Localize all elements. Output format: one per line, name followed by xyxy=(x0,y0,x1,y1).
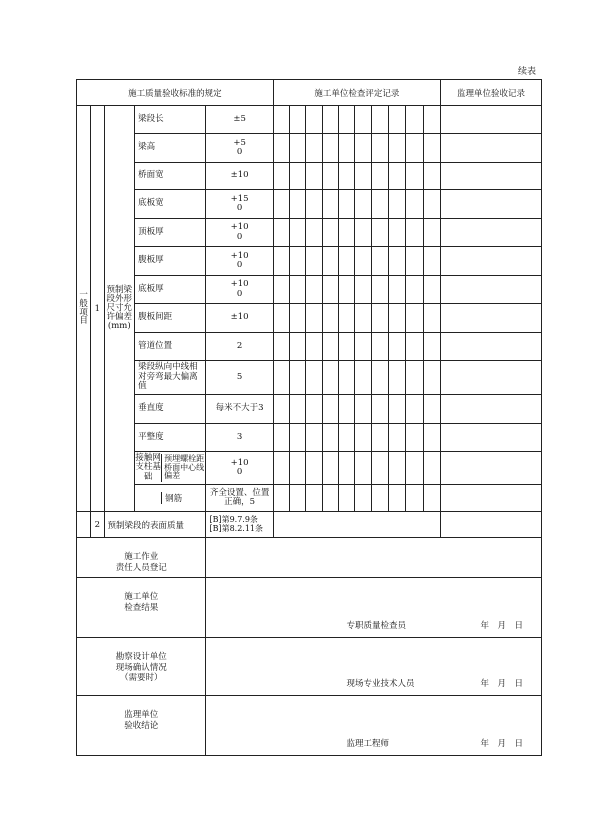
row-item-value: ±5 xyxy=(206,106,273,134)
check-cell[interactable] xyxy=(322,485,338,512)
footer-registration-label: 施工作业 责任人员登记 xyxy=(77,538,206,578)
check-cell[interactable] xyxy=(371,247,388,276)
footer-contractor-signer: 专职质量检查员 xyxy=(346,621,406,631)
supervision-cell[interactable] xyxy=(440,452,541,485)
continued-label: 续表 xyxy=(518,67,537,77)
footer-design-date: 年 月 日 xyxy=(480,679,523,689)
check-cell[interactable] xyxy=(406,106,423,134)
check-cell[interactable] xyxy=(273,106,289,134)
row-item-value: ±10 xyxy=(206,163,273,190)
check-cell[interactable] xyxy=(388,304,405,333)
check-cell[interactable] xyxy=(338,452,354,485)
table-row xyxy=(77,395,542,424)
check-cell[interactable] xyxy=(338,163,354,190)
check-cell[interactable] xyxy=(355,424,371,452)
footer-supervision-label: 监理单位 验收结论 xyxy=(77,696,206,756)
footer-registration-row xyxy=(77,538,542,578)
check-cell[interactable] xyxy=(406,190,423,219)
table-row xyxy=(77,512,542,538)
footer-design-signer: 现场专业技术人员 xyxy=(346,679,415,689)
row-item-name: 平整度 xyxy=(135,424,206,452)
check-cell[interactable] xyxy=(371,395,388,424)
joint-sub1-name: 预埋螺栓距桥面中心线偏差 xyxy=(164,454,205,481)
table-row xyxy=(77,190,542,219)
check-cell[interactable] xyxy=(290,395,306,424)
check-cell[interactable] xyxy=(338,333,354,361)
check-cell[interactable] xyxy=(388,163,405,190)
check-cell[interactable] xyxy=(388,276,405,304)
check-cell[interactable] xyxy=(290,424,306,452)
check-cell[interactable] xyxy=(338,424,354,452)
check-cell[interactable] xyxy=(306,424,322,452)
check-cell[interactable] xyxy=(306,485,322,512)
row-item-value: +10 0 xyxy=(206,247,273,276)
supervision-cell[interactable] xyxy=(440,485,541,512)
table-row xyxy=(77,219,542,247)
check-cell[interactable] xyxy=(355,247,371,276)
check-cell[interactable] xyxy=(338,361,354,395)
check-cell[interactable] xyxy=(322,247,338,276)
item2-number: 2 xyxy=(91,512,104,538)
check-cell[interactable] xyxy=(273,452,289,485)
check-cell[interactable] xyxy=(355,106,371,134)
header-row xyxy=(77,80,542,106)
general-items-label: 一般项目 xyxy=(77,106,91,512)
check-cell[interactable] xyxy=(338,106,354,134)
check-cell[interactable] xyxy=(406,424,423,452)
check-cell[interactable] xyxy=(306,304,322,333)
check-cell[interactable] xyxy=(322,452,338,485)
check-cell[interactable] xyxy=(371,361,388,395)
check-cell[interactable] xyxy=(355,163,371,190)
check-cell[interactable] xyxy=(322,106,338,134)
joint-sub2-value: 齐全设置、位置正确，5 xyxy=(206,485,273,512)
check-cell[interactable] xyxy=(290,333,306,361)
footer-design-area[interactable] xyxy=(206,638,542,696)
supervision-cell[interactable] xyxy=(440,333,541,361)
check-cell[interactable] xyxy=(371,276,388,304)
row-item-name: 垂直度 xyxy=(135,395,206,424)
check-cell[interactable] xyxy=(423,190,440,219)
check-cell[interactable] xyxy=(355,333,371,361)
joint-cell-2 xyxy=(135,485,206,512)
check-cell[interactable] xyxy=(423,134,440,163)
item2-name: 预制梁段的表面质量 xyxy=(104,512,206,538)
check-cell[interactable] xyxy=(355,219,371,247)
supervision-cell[interactable] xyxy=(440,163,541,190)
check-cell[interactable] xyxy=(388,106,405,134)
check-cell[interactable] xyxy=(406,247,423,276)
supervision-cell[interactable] xyxy=(440,276,541,304)
check-cell[interactable] xyxy=(306,219,322,247)
check-cell[interactable] xyxy=(306,452,322,485)
check-cell[interactable] xyxy=(355,485,371,512)
row-item-name: 梁段长 xyxy=(135,106,206,134)
check-cell[interactable] xyxy=(322,304,338,333)
check-cell[interactable] xyxy=(423,106,440,134)
check-cell[interactable] xyxy=(355,190,371,219)
check-cell[interactable] xyxy=(273,276,289,304)
check-cell[interactable] xyxy=(388,485,405,512)
table-row xyxy=(77,276,542,304)
joint-sub1-value: +10 0 xyxy=(206,452,273,485)
check-cell[interactable] xyxy=(355,452,371,485)
table-row xyxy=(77,361,542,395)
footer-contractor-label: 施工单位 检查结果 xyxy=(77,578,206,638)
check-cell[interactable] xyxy=(306,134,322,163)
check-cell[interactable] xyxy=(290,304,306,333)
supervision-cell[interactable] xyxy=(440,424,541,452)
row-item-value: +15 0 xyxy=(206,190,273,219)
check-cell[interactable] xyxy=(355,304,371,333)
row-item-name: 管道位置 xyxy=(135,333,206,361)
check-cell[interactable] xyxy=(306,247,322,276)
check-cell[interactable] xyxy=(290,361,306,395)
check-cell[interactable] xyxy=(388,452,405,485)
check-cell[interactable] xyxy=(388,395,405,424)
check-cell[interactable] xyxy=(338,395,354,424)
footer-contractor-date: 年 月 日 xyxy=(480,621,523,631)
table-row xyxy=(77,134,542,163)
supervision-cell[interactable] xyxy=(440,395,541,424)
check-cell[interactable] xyxy=(322,333,338,361)
supervision-cell[interactable] xyxy=(440,512,541,538)
check-cell[interactable] xyxy=(371,333,388,361)
check-cell[interactable] xyxy=(406,395,423,424)
check-cell[interactable] xyxy=(338,485,354,512)
row-item-value: +10 0 xyxy=(206,276,273,304)
check-cell[interactable] xyxy=(290,247,306,276)
check-cell[interactable] xyxy=(322,424,338,452)
footer-supervision-row xyxy=(77,696,542,756)
check-cell[interactable] xyxy=(306,395,322,424)
check-cell[interactable] xyxy=(338,190,354,219)
check-cell[interactable] xyxy=(273,163,289,190)
check-cell[interactable] xyxy=(273,333,289,361)
check-cell[interactable] xyxy=(371,219,388,247)
check-cell[interactable] xyxy=(322,190,338,219)
check-cell[interactable] xyxy=(388,333,405,361)
check-cell[interactable] xyxy=(371,163,388,190)
row-item-name: 腹板厚 xyxy=(135,247,206,276)
check-cell[interactable] xyxy=(371,485,388,512)
header-standard: 施工质量验收标准的规定 xyxy=(77,80,274,106)
row-item-name: 桥面宽 xyxy=(135,163,206,190)
check-cell[interactable] xyxy=(322,163,338,190)
check-cell[interactable] xyxy=(371,452,388,485)
footer-design-row xyxy=(77,638,542,696)
footer-design-label: 勘察设计单位 现场确认情况 （需要时） xyxy=(77,638,206,696)
table-row xyxy=(77,247,542,276)
check-cell[interactable] xyxy=(273,190,289,219)
check-cell[interactable] xyxy=(306,361,322,395)
check-cell[interactable] xyxy=(371,190,388,219)
check-cell[interactable] xyxy=(406,452,423,485)
check-cell[interactable] xyxy=(338,276,354,304)
check-cell[interactable] xyxy=(406,333,423,361)
check-cell[interactable] xyxy=(388,424,405,452)
check-cell[interactable] xyxy=(423,163,440,190)
check-cell[interactable] xyxy=(355,361,371,395)
check-cell[interactable] xyxy=(355,395,371,424)
supervision-cell[interactable] xyxy=(440,247,541,276)
table-row xyxy=(77,424,542,452)
check-cell[interactable] xyxy=(355,276,371,304)
check-cell[interactable] xyxy=(306,276,322,304)
check-cell[interactable] xyxy=(290,190,306,219)
footer-supervision-signer: 监理工程师 xyxy=(346,739,389,749)
inspection-form xyxy=(76,79,542,756)
supervision-cell[interactable] xyxy=(440,134,541,163)
check-cell[interactable] xyxy=(273,247,289,276)
check-cell[interactable] xyxy=(290,106,306,134)
check-cell[interactable] xyxy=(423,424,440,452)
row-item-value: 每米不大于3 xyxy=(206,395,273,424)
check-cell[interactable] xyxy=(406,361,423,395)
check-cell[interactable] xyxy=(423,247,440,276)
check-cell[interactable] xyxy=(406,276,423,304)
check-cell[interactable] xyxy=(273,134,289,163)
check-cell[interactable] xyxy=(306,106,322,134)
joint-sub2-name: 钢筋 xyxy=(165,494,183,504)
check-cell[interactable] xyxy=(388,190,405,219)
row-item-value: +5 0 xyxy=(206,134,273,163)
item2-requirement: [B]第9.7.9条 [B]第8.2.11条 xyxy=(206,512,273,538)
check-cell[interactable] xyxy=(322,219,338,247)
row-item-value: ±10 xyxy=(206,304,273,333)
check-cell[interactable] xyxy=(423,219,440,247)
check-cell[interactable] xyxy=(322,276,338,304)
check-cell[interactable] xyxy=(406,163,423,190)
row-item-name: 梁高 xyxy=(135,134,206,163)
check-cell[interactable] xyxy=(406,219,423,247)
table-row xyxy=(77,163,542,190)
check-cell[interactable] xyxy=(371,106,388,134)
check-cell[interactable] xyxy=(273,395,289,424)
check-cell[interactable] xyxy=(338,134,354,163)
check-cell[interactable] xyxy=(273,304,289,333)
supervision-cell[interactable] xyxy=(440,106,541,134)
item1-group-label: 预制梁段外形尺寸允许偏差(mm) xyxy=(104,106,135,512)
footer-contractor-area[interactable] xyxy=(206,578,542,638)
check-cell[interactable] xyxy=(290,485,306,512)
check-cell[interactable] xyxy=(322,134,338,163)
footer-registration-area[interactable] xyxy=(206,538,542,578)
check-cell[interactable] xyxy=(406,134,423,163)
joint-label: 接触网支柱基础 xyxy=(135,452,161,482)
check-cell[interactable] xyxy=(388,134,405,163)
check-cell[interactable] xyxy=(322,395,338,424)
check-cell[interactable] xyxy=(371,304,388,333)
supervision-cell[interactable] xyxy=(440,219,541,247)
check-cell[interactable] xyxy=(338,304,354,333)
check-cell[interactable] xyxy=(273,485,289,512)
joint-cell xyxy=(135,452,206,485)
item1-number: 1 xyxy=(91,106,104,512)
check-cell[interactable] xyxy=(423,452,440,485)
check-cell[interactable] xyxy=(338,247,354,276)
supervision-cell[interactable] xyxy=(440,190,541,219)
check-cell[interactable] xyxy=(423,361,440,395)
supervision-cell[interactable] xyxy=(440,304,541,333)
check-cell[interactable] xyxy=(273,219,289,247)
row-item-name: 顶板厚 xyxy=(135,219,206,247)
check-cell[interactable] xyxy=(306,163,322,190)
check-cell[interactable] xyxy=(273,361,289,395)
check-cell[interactable] xyxy=(388,247,405,276)
row-item-value: +10 0 xyxy=(206,219,273,247)
check-cell[interactable] xyxy=(371,134,388,163)
check-cell[interactable] xyxy=(423,333,440,361)
check-cell[interactable] xyxy=(423,276,440,304)
table-row xyxy=(77,485,542,512)
row-item-name: 梁段纵向中线相对旁弯最大偏离值 xyxy=(135,361,206,395)
check-cell[interactable] xyxy=(306,333,322,361)
check-cell[interactable] xyxy=(290,452,306,485)
check-cell[interactable] xyxy=(371,424,388,452)
check-cell[interactable] xyxy=(338,219,354,247)
header-supervision-record: 监理单位验收记录 xyxy=(440,80,541,106)
row-item-name: 腹板间距 xyxy=(135,304,206,333)
row-item-value: 5 xyxy=(206,361,273,395)
check-cell[interactable] xyxy=(290,163,306,190)
check-cell[interactable] xyxy=(306,190,322,219)
footer-supervision-date: 年 月 日 xyxy=(480,739,523,749)
check-cell[interactable] xyxy=(355,134,371,163)
check-cell[interactable] xyxy=(423,485,440,512)
row-item-value: 3 xyxy=(206,424,273,452)
check-cell[interactable] xyxy=(388,361,405,395)
check-cell[interactable] xyxy=(406,304,423,333)
check-cell[interactable] xyxy=(273,424,289,452)
check-cell[interactable] xyxy=(406,485,423,512)
supervision-cell[interactable] xyxy=(440,361,541,395)
check-cell[interactable] xyxy=(290,276,306,304)
table-row xyxy=(77,304,542,333)
row-item-value: 2 xyxy=(206,333,273,361)
footer-contractor-row xyxy=(77,578,542,638)
footer-supervision-area[interactable] xyxy=(206,696,542,756)
check-cell[interactable] xyxy=(423,304,440,333)
header-check-record: 施工单位检查评定记录 xyxy=(273,80,440,106)
table-row xyxy=(77,106,542,134)
check-cell[interactable] xyxy=(423,395,440,424)
check-cell[interactable] xyxy=(290,134,306,163)
item2-check-cell[interactable] xyxy=(273,512,440,538)
check-cell[interactable] xyxy=(290,219,306,247)
table-row xyxy=(77,333,542,361)
check-cell[interactable] xyxy=(322,361,338,395)
row-item-name: 底板宽 xyxy=(135,190,206,219)
table-row xyxy=(77,452,542,485)
row-item-name: 底板厚 xyxy=(135,276,206,304)
check-cell[interactable] xyxy=(388,219,405,247)
